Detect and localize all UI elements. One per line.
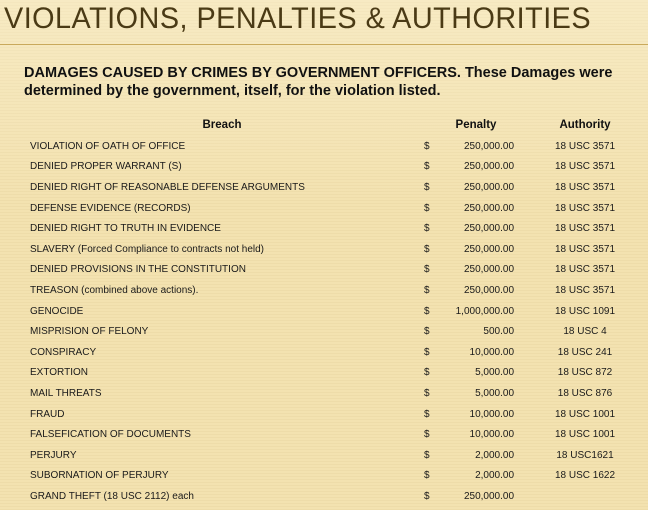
penalty-cell: 10,000.00 — [469, 408, 515, 420]
penalty-cell: 2,000.00 — [475, 470, 515, 482]
authority-cell: 18 USC 1091 — [554, 305, 616, 317]
penalty-cell: 10,000.00 — [469, 429, 515, 441]
currency-cell: $ — [424, 346, 430, 358]
authority-cell: 18 USC 3571 — [554, 140, 616, 152]
currency-cell: $ — [424, 264, 430, 276]
currency-cell: $ — [424, 161, 430, 173]
breach-cell: SLAVERY (Forced Compliance to contracts not held) — [30, 243, 265, 255]
authority-cell: 18 USC 4 — [563, 326, 607, 338]
table-row — [24, 301, 638, 322]
currency-cell: $ — [424, 181, 430, 193]
table-row — [24, 260, 638, 281]
table-header-row — [24, 114, 638, 136]
currency-cell: $ — [424, 470, 430, 482]
penalty-cell: 500.00 — [483, 326, 515, 338]
breach-cell: VIOLATION OF OATH OF OFFICE — [30, 140, 186, 152]
currency-cell: $ — [424, 284, 430, 296]
breach-cell: DENIED RIGHT TO TRUTH IN EVIDENCE — [30, 223, 221, 235]
breach-cell: PERJURY — [30, 449, 77, 461]
table-row — [24, 445, 638, 466]
penalty-cell: 2,000.00 — [475, 449, 515, 461]
penalty-cell: 5,000.00 — [475, 367, 515, 379]
penalty-cell: 250,000.00 — [463, 140, 515, 152]
breach-cell: GRAND THEFT (18 USC 2112) each — [30, 490, 194, 502]
table-row — [24, 383, 638, 404]
violations-table — [24, 114, 638, 507]
penalty-cell: 250,000.00 — [463, 202, 515, 214]
authority-cell: 18 USC 3571 — [554, 223, 616, 235]
slide-title: VIOLATIONS, PENALTIES & AUTHORITIES — [4, 2, 592, 35]
table-body — [24, 136, 638, 507]
table-row — [24, 466, 638, 487]
breach-cell: DENIED RIGHT OF REASONABLE DEFENSE ARGUMENTS — [30, 181, 305, 193]
currency-cell: $ — [424, 367, 430, 379]
breach-cell: TREASON (combined above actions). — [30, 284, 199, 296]
table-row — [24, 424, 638, 445]
authority-cell: 18 USC 241 — [557, 346, 613, 358]
currency-cell: $ — [424, 305, 430, 317]
penalty-cell: 250,000.00 — [463, 490, 515, 502]
penalty-cell: 250,000.00 — [463, 264, 515, 276]
table-row — [24, 280, 638, 301]
authority-cell: 18 USC 1001 — [554, 429, 616, 441]
breach-cell: GENOCIDE — [30, 305, 84, 317]
authority-cell: 18 USC 3571 — [554, 181, 616, 193]
currency-cell: $ — [424, 429, 430, 441]
authority-cell: 18 USC 872 — [557, 367, 613, 379]
table-row — [24, 342, 638, 363]
breach-cell: SUBORNATION OF PERJURY — [30, 470, 169, 482]
currency-cell: $ — [424, 449, 430, 461]
title-divider — [0, 44, 648, 45]
penalty-cell: 5,000.00 — [475, 387, 515, 399]
breach-column-header: Breach — [202, 119, 242, 131]
authority-cell: 18 USC 3571 — [554, 161, 616, 173]
breach-cell: DEFENSE EVIDENCE (RECORDS) — [30, 202, 191, 214]
breach-cell: FALSEFICATION OF DOCUMENTS — [30, 429, 191, 441]
table-row — [24, 404, 638, 425]
penalty-cell: 250,000.00 — [463, 284, 515, 296]
penalty-cell: 250,000.00 — [463, 181, 515, 193]
breach-cell: DENIED PROPER WARRANT (S) — [30, 161, 182, 173]
authority-cell: 18 USC 1622 — [554, 470, 616, 482]
penalty-cell: 250,000.00 — [463, 161, 515, 173]
currency-cell: $ — [424, 223, 430, 235]
breach-cell: EXTORTION — [30, 367, 88, 379]
table-row — [24, 136, 638, 157]
breach-cell: DENIED PROVISIONS IN THE CONSTITUTION — [30, 264, 246, 276]
authority-cell — [532, 486, 638, 507]
authority-cell: 18 USC 3571 — [554, 243, 616, 255]
table-row — [24, 321, 638, 342]
authority-cell: 18 USC 3571 — [554, 264, 616, 276]
authority-cell: 18 USC1621 — [556, 449, 614, 461]
penalty-cell: 1,000,000.00 — [455, 305, 515, 317]
breach-cell: MAIL THREATS — [30, 387, 102, 399]
authority-column-header: Authority — [559, 119, 611, 131]
penalty-cell: 250,000.00 — [463, 223, 515, 235]
table-row — [24, 177, 638, 198]
currency-cell: $ — [424, 490, 430, 502]
currency-cell: $ — [424, 326, 430, 338]
currency-cell: $ — [424, 243, 430, 255]
authority-cell: 18 USC 1001 — [554, 408, 616, 420]
authority-cell: 18 USC 3571 — [554, 202, 616, 214]
slide-subtitle: DAMAGES CAUSED BY CRIMES BY GOVERNMENT OFFICERS. These Damages were determined by the government, itself, for the violation listed. — [24, 65, 613, 99]
penalty-cell: 10,000.00 — [469, 346, 515, 358]
table-row — [24, 239, 638, 260]
penalty-column-header: Penalty — [455, 119, 497, 131]
currency-cell: $ — [424, 202, 430, 214]
breach-cell: FRAUD — [30, 408, 65, 420]
table-row — [24, 218, 638, 239]
authority-cell: 18 USC 3571 — [554, 284, 616, 296]
currency-cell: $ — [424, 140, 430, 152]
table-row — [24, 486, 638, 507]
table-row — [24, 198, 638, 219]
currency-cell: $ — [424, 408, 430, 420]
table-row — [24, 363, 638, 384]
penalty-cell: 250,000.00 — [463, 243, 515, 255]
currency-cell: $ — [424, 387, 430, 399]
breach-cell: MISPRISION OF FELONY — [30, 326, 149, 338]
table-row — [24, 157, 638, 178]
breach-cell: CONSPIRACY — [30, 346, 97, 358]
authority-cell: 18 USC 876 — [557, 387, 613, 399]
